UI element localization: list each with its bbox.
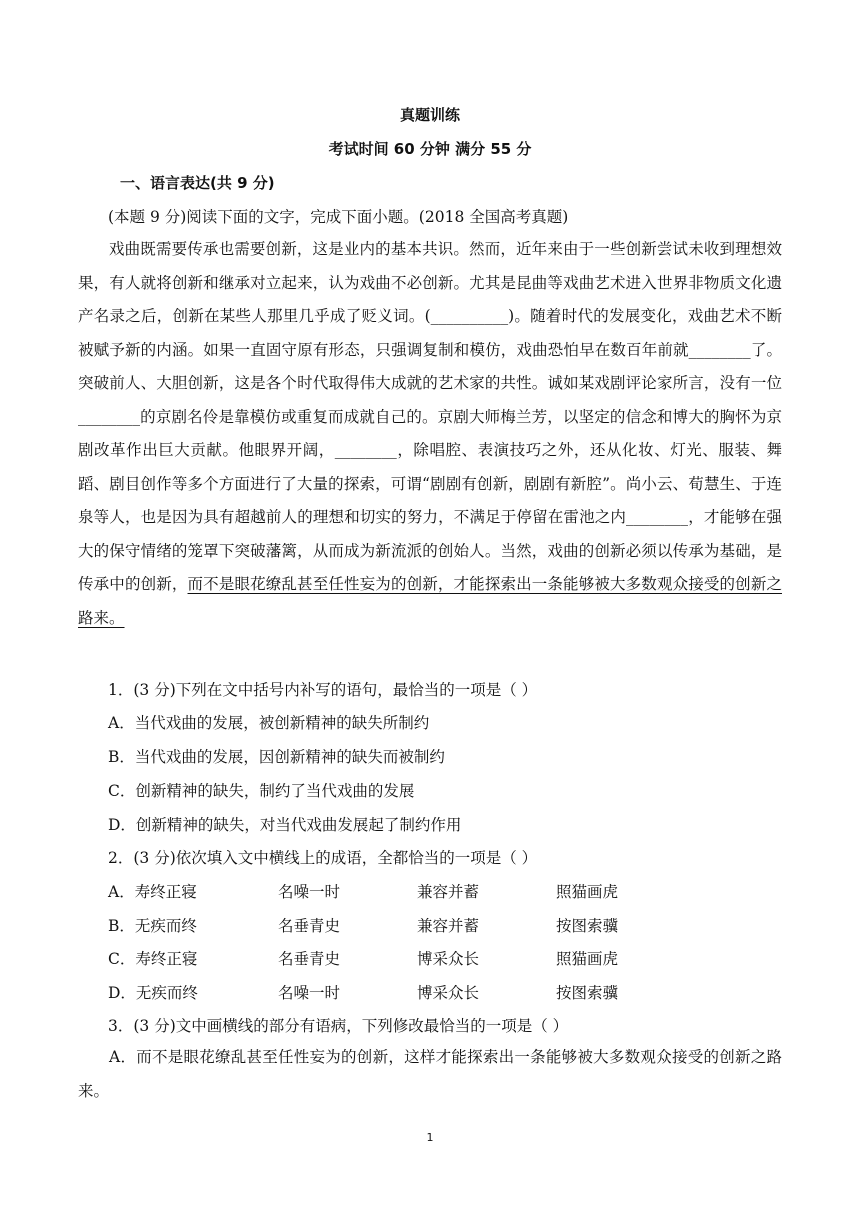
q2-d-idiom-2: 名噪一时 <box>278 984 341 1002</box>
q2-a-idiom-1: A．寿终正寝 <box>108 883 197 901</box>
q1-option-b: B．当代戏曲的发展，因创新精神的缺失而被制约 <box>108 748 445 766</box>
q2-c-idiom-1: C．寿终正寝 <box>108 950 198 968</box>
q1-option-c: C．创新精神的缺失，制约了当代戏曲的发展 <box>108 782 415 800</box>
question-2-stem: 2．(3 分)依次填入文中横线上的成语，全都恰当的一项是（ ） <box>108 849 538 867</box>
q2-b-idiom-3: 兼容并蓄 <box>417 917 480 935</box>
underlined-sentence: 而不是眼花缭乱甚至任性妄为的创新，才能探索出一条能够被大多数观众接受的创新之路来。 <box>78 575 782 627</box>
q2-a-idiom-3: 兼容并蓄 <box>417 883 480 901</box>
exam-info: 考试时间 60 分钟 满分 55 分 <box>328 140 532 158</box>
q2-b-idiom-2: 名垂青史 <box>278 917 341 935</box>
q2-option-d <box>108 981 618 1003</box>
q2-option-c <box>108 947 618 969</box>
q2-d-idiom-1: D．无疾而终 <box>108 984 198 1002</box>
q2-c-idiom-3: 博采众长 <box>417 950 480 968</box>
q2-c-idiom-4: 照猫画虎 <box>556 950 619 968</box>
q2-d-idiom-3: 博采众长 <box>417 984 480 1002</box>
q2-option-b <box>108 914 618 936</box>
q2-c-idiom-2: 名垂青史 <box>278 950 341 968</box>
q2-a-idiom-4: 照猫画虎 <box>556 883 619 901</box>
q2-b-idiom-4: 按图索骥 <box>556 917 619 935</box>
document-title: 真题训练 <box>399 106 460 124</box>
passage-text: 戏曲既需要传承也需要创新，这是业内的基本共识。然而，近年来由于一些创新尝试未收到理想效果，有人就将创新和继承对立起来，认为戏曲不必创新。尤其是昆曲等戏曲艺术进入世界非物质文化遗产名录之后，创新在某些人那里几乎成了贬义词。(__________)。随着时代的发展变化，戏曲艺术不断被赋予新的内涵。如果一直固守原有形态，只强调复制和模仿，戏曲恐怕早在数百年前就________了。突破前人、大胆创新，这是各个时代取得伟大成就的艺术家的共性。诚如某戏剧评论家所言，没有一位________的京剧名伶是靠模仿或重复而成就自己的。京剧大师梅兰芳，以坚定的信念和博大的胸怀为京剧改革作出巨大贡献。他眼界开阔，________，除唱腔、表演技巧之外，还从化妆、灯光、服装、舞蹈、剧目创作等多个方面进行了大量的探索，可谓“剧剧有创新，剧剧有新腔”。尚小云、荀慧生、于连泉等人，也是因为具有超越前人的理想和切实的努力，不满足于停留在雷池之内________，才能够在强大的保守情绪的笼罩下突破藩篱，从而成为新流派的创始人。当然，戏曲的创新必须以传承为基础，是传承中的创新， <box>78 240 782 593</box>
q2-b-idiom-1: B．无疾而终 <box>108 917 197 935</box>
q1-option-a: A．当代戏曲的发展，被创新精神的缺失所制约 <box>108 714 430 732</box>
q2-d-idiom-4: 按图索骥 <box>556 984 619 1002</box>
q2-a-idiom-2: 名噪一时 <box>278 883 341 901</box>
q1-option-d: D．创新精神的缺失，对当代戏曲发展起了制约作用 <box>108 816 462 834</box>
question-1-stem: 1．(3 分)下列在文中括号内补写的语句，最恰当的一项是（ ） <box>108 681 538 699</box>
q3-option-a: A．而不是眼花缭乱甚至任性妄为的创新，这样才能探索出一条能够被大多数观众接受的创新之路来。 <box>78 1048 782 1100</box>
section-heading: 一、语言表达(共 9 分) <box>120 174 275 192</box>
reading-passage <box>78 233 782 635</box>
question-intro: (本题 9 分)阅读下面的文字，完成下面小题。(2018 全国高考真题) <box>108 208 569 226</box>
page-number: 1 <box>426 1131 434 1144</box>
question-3-stem: 3．(3 分)文中画横线的部分有语病，下列修改最恰当的一项是（ ） <box>108 1017 569 1035</box>
q2-option-a <box>108 880 618 902</box>
